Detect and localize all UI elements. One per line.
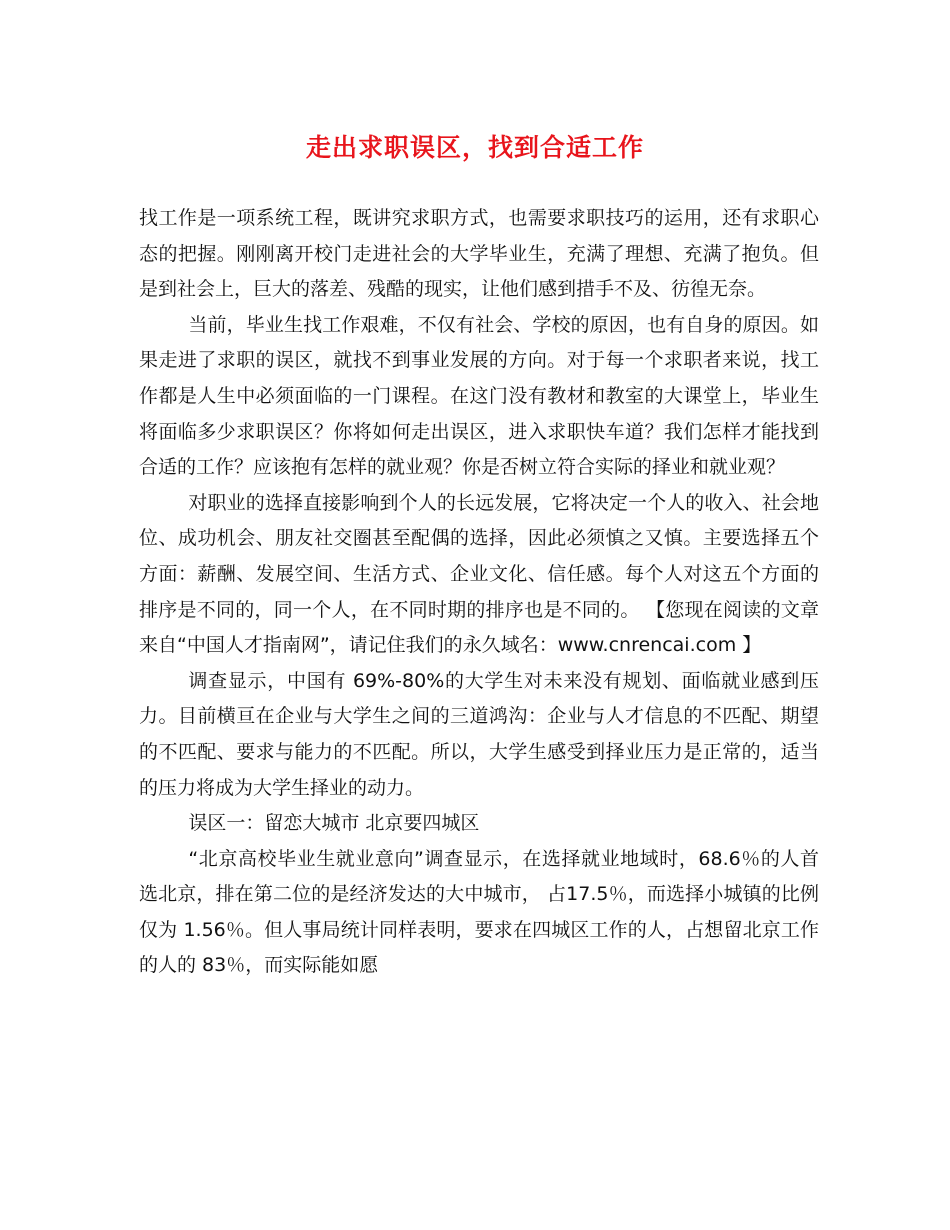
document-title: 走出求职误区，找到合适工作 <box>305 133 644 162</box>
paragraph-survey: 调查显示，中国有 69%-80%的大学生对未来没有规划、面临就业感到压力。目前横亘在企业与大学生之间的三道鸿沟：企业与人才信息的不匹配、期望的不匹配、要求与能力的不匹配。所以，大学生感受到择业压力是正常的，适当的压力将成为大学生择业的动力。 <box>139 669 819 799</box>
paragraph-intro: 找工作是一项系统工程，既讲究求职方式，也需要求职技巧的运用，还有求职心态的把握。刚刚离开校门走进社会的大学毕业生，充满了理想、充满了抱负。但是到社会上，巨大的落差、残酷的现实，让他们感到措手不及、彷徨无奈。 <box>139 207 819 301</box>
paragraph-current-situation: 当前，毕业生找工作艰难，不仅有社会、学校的原因，也有自身的原因。如果走进了求职的误区，就找不到事业发展的方向。对于每一个求职者来说，找工作都是人生中必须面临的一门课程。在这门没有教材和教室的大课堂上，毕业生将面临多少求职误区？你将如何走出误区，进入求职快车道？我们怎样才能找到合适的工作？应该抱有怎样的就业观？你是否树立符合实际的择业和就业观？ <box>139 313 819 479</box>
paragraph-beijing-survey: “北京高校毕业生就业意向”调查显示，在选择就业地域时，68.6％的人首选北京，排在第二位的是经济发达的大中城市， 占17.5％，而选择小城镇的比例仅为 1.56％。但人事局统计同样表明，要求在四城区工作的人，占想留北京工作的人的 83％，而实际能如愿 <box>139 847 819 977</box>
document-body <box>139 201 819 984</box>
section-heading-misconception-one: 误区一：留恋大城市 北京要四城区 <box>188 812 480 835</box>
paragraph-career-choice: 对职业的选择直接影响到个人的长远发展，它将决定一个人的收入、社会地位、成功机会、朋友社交圈甚至配偶的选择，因此必须慎之又慎。主要选择五个方面：薪酬、发展空间、生活方式、企业文化、信任感。每个人对这五个方面的排序是不同的，同一个人，在不同时期的排序也是不同的。 【您现在阅读的文章来自“中国人才指南网”，请记住我们的永久域名：www.cnrencai.com 】 <box>139 491 819 657</box>
